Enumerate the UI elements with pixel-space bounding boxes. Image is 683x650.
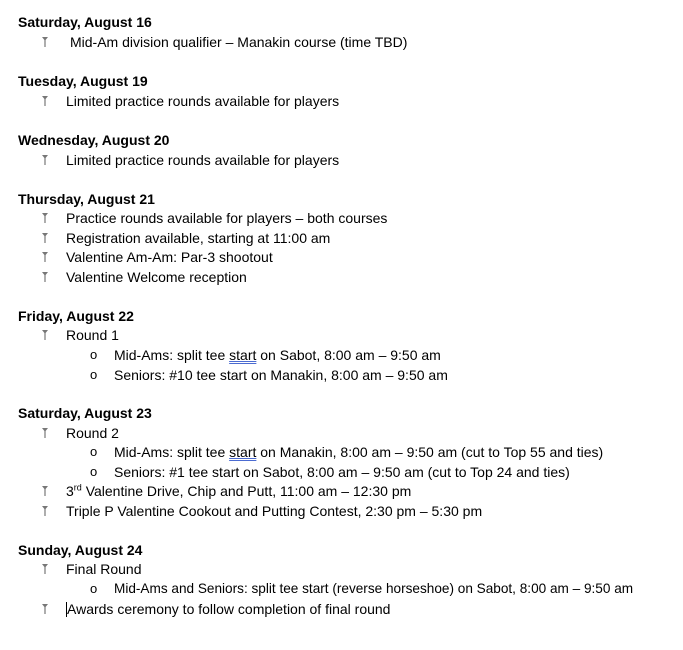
list-item: Limited practice rounds available for players: [66, 152, 340, 168]
golf-tee-bullet-icon: [41, 563, 49, 575]
list-item: Round 2: [66, 425, 119, 441]
golf-tee-bullet-icon: [41, 251, 49, 263]
list-item: Final Round: [66, 561, 142, 577]
day-heading: Thursday, August 21: [18, 191, 155, 207]
list-item[interactable]: Awards ceremony to follow completion of final round: [67, 601, 391, 617]
day-heading: Wednesday, August 20: [18, 132, 170, 148]
list-item: 3rd Valentine Drive, Chip and Putt, 11:00 am – 12:30 pm: [66, 482, 412, 499]
sub-bullet-circle-icon: o: [90, 444, 98, 459]
golf-tee-bullet-icon: [41, 485, 49, 497]
day-heading: Friday, August 22: [18, 308, 134, 324]
sub-bullet-circle-icon: o: [90, 581, 98, 596]
sub-list-item: Mid-Ams: split tee start on Sabot, 8:00 am – 9:50 am: [114, 347, 441, 363]
day-heading: Saturday, August 23: [18, 405, 152, 421]
day-heading: Saturday, August 16: [18, 14, 152, 30]
golf-tee-bullet-icon: [41, 271, 49, 283]
list-item: Triple P Valentine Cookout and Putting Contest, 2:30 pm – 5:30 pm: [66, 503, 483, 519]
golf-tee-bullet-icon: [41, 505, 49, 517]
golf-tee-bullet-icon: [41, 232, 49, 244]
golf-tee-bullet-icon: [41, 603, 49, 615]
list-item: Practice rounds available for players – both courses: [66, 210, 388, 226]
golf-tee-bullet-icon: [41, 329, 49, 341]
golf-tee-bullet-icon: [41, 36, 49, 48]
list-item: Limited practice rounds available for players: [66, 93, 340, 109]
golf-tee-bullet-icon: [41, 212, 49, 224]
spellcheck-underlined-word: start: [229, 347, 257, 363]
list-item: Round 1: [66, 327, 119, 343]
day-heading: Tuesday, August 19: [18, 73, 148, 89]
sub-bullet-circle-icon: o: [90, 347, 98, 362]
spellcheck-underlined-word: start: [229, 444, 257, 460]
golf-tee-bullet-icon: [41, 154, 49, 166]
sub-list-item: Mid-Ams and Seniors: split tee start (reverse horseshoe) on Sabot, 8:00 am – 9:50 am: [114, 581, 634, 596]
sub-bullet-circle-icon: o: [90, 367, 98, 382]
golf-tee-bullet-icon: [41, 427, 49, 439]
list-item: Registration available, starting at 11:00 am: [66, 230, 331, 246]
golf-tee-bullet-icon: [41, 95, 49, 107]
day-heading: Sunday, August 24: [18, 542, 143, 558]
sub-list-item: Mid-Ams: split tee start on Manakin, 8:00 am – 9:50 am (cut to Top 55 and ties): [114, 444, 604, 460]
sub-list-item: Seniors: #10 tee start on Manakin, 8:00 am – 9:50 am: [114, 367, 448, 383]
sub-bullet-circle-icon: o: [90, 464, 98, 479]
list-item: Valentine Welcome reception: [66, 269, 247, 285]
sub-list-item: Seniors: #1 tee start on Sabot, 8:00 am – 9:50 am (cut to Top 24 and ties): [114, 464, 570, 480]
list-item: Valentine Am-Am: Par-3 shootout: [66, 249, 273, 265]
list-item: Mid-Am division qualifier – Manakin course (time TBD): [70, 34, 408, 50]
